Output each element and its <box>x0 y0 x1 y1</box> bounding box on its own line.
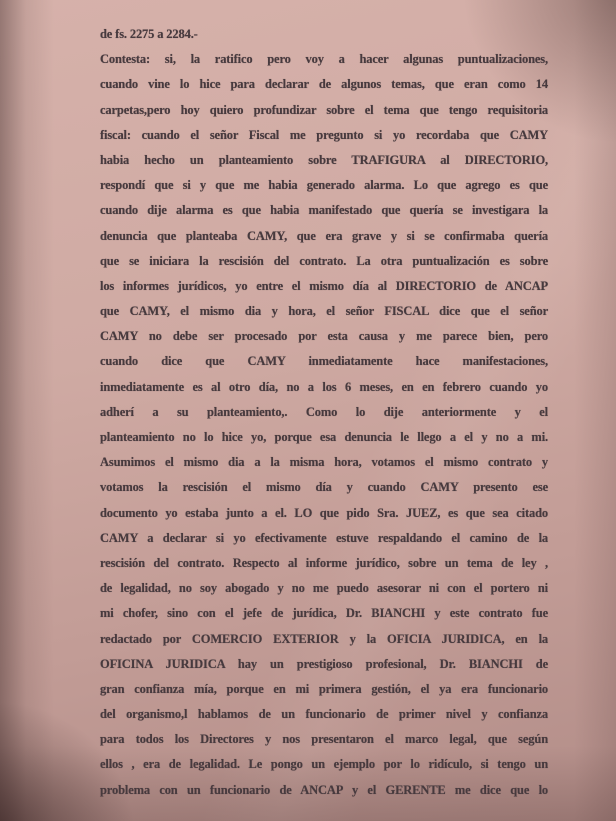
document-line: ellos , era de legalidad. Le pongo un ejemplo por lo ridículo, si tengo un <box>100 757 548 772</box>
document-line: respondí que si y que me habia generado alarma. Lo que agrego es que <box>100 178 548 193</box>
document-line: cuando dice que CAMY inmediatamente hace manifestaciones, <box>100 354 548 369</box>
document-line: de fs. 2275 a 2284.- <box>100 27 198 41</box>
document-line: mi chofer, sino con el jefe de jurídica, Dr. BIANCHI y este contrato fue <box>100 606 548 621</box>
document-line: OFICINA JURIDICA hay un prestigioso profesional, Dr. BIANCHI de <box>100 656 548 671</box>
document-line: adherí a su planteamiento,. Como lo dije anteriormente y el <box>100 404 548 419</box>
document-line: inmediatamente es al otro día, no a los 6 meses, en en febrero cuando yo <box>100 379 548 394</box>
document-line: que CAMY, el mismo dia y hora, el señor FISCAL dice que el señor <box>100 304 548 319</box>
document-line: denuncia que planteaba CAMY, que era grave y si se confirmaba quería <box>100 228 548 243</box>
document-line: redactado por COMERCIO EXTERIOR y la OFICIA JURIDICA, en la <box>100 631 548 646</box>
document-line: planteamiento no lo hice yo, porque esa denuncia le llego a el y no a mi. <box>100 430 548 444</box>
document-line: problema con un funcionario de ANCAP y el GERENTE me dice que lo <box>100 782 548 797</box>
document-line: para todos los Directores y nos presentaron el marco legal, que según <box>100 732 548 747</box>
document-line: cuando dije alarma es que habia manifestado que quería se investigara la <box>100 203 548 218</box>
document-line: rescisión del contrato. Respecto al informe jurídico, sobre un tema de ley , <box>100 555 548 570</box>
document-line: fiscal: cuando el señor Fiscal me pregunto si yo recordaba que CAMY <box>100 127 548 142</box>
document-text-block <box>100 22 548 803</box>
document-line: documento yo estaba junto a el. LO que pido Sra. JUEZ, es que sea citado <box>100 505 548 520</box>
document-line: habia hecho un planteamiento sobre TRAFIGURA al DIRECTORIO, <box>100 152 548 167</box>
document-line: gran confianza mía, porque en mi primera gestión, el ya era funcionario <box>100 681 548 696</box>
document-line: carpetas,pero hoy quiero profundizar sobre el tema que tengo requisitoria <box>100 102 548 117</box>
document-line: cuando vine lo hice para declarar de algunos temas, que eran como 14 <box>100 77 548 92</box>
document-line: Contesta: si, la ratifico pero voy a hacer algunas puntualizaciones, <box>100 52 548 67</box>
document-line: CAMY no debe ser procesado por esta causa y me parece bien, pero <box>100 329 548 344</box>
document-line: del organismo,l hablamos de un funcionario de primer nivel y confianza <box>100 707 548 722</box>
document-line: de legalidad, no soy abogado y no me puedo asesorar ni con el portero ni <box>100 581 548 596</box>
document-line: los informes jurídicos, yo entre el mismo día al DIRECTORIO de ANCAP <box>100 278 548 293</box>
document-line: que se iniciara la rescisión del contrato. La otra puntualización es sobre <box>100 253 548 268</box>
document-line: Asumimos el mismo dia a la misma hora, votamos el mismo contrato y <box>100 455 548 470</box>
document-line: CAMY a declarar si yo efectivamente estuve respaldando el camino de la <box>100 530 548 545</box>
document-line: votamos la rescisión el mismo día y cuando CAMY presento ese <box>100 480 548 495</box>
